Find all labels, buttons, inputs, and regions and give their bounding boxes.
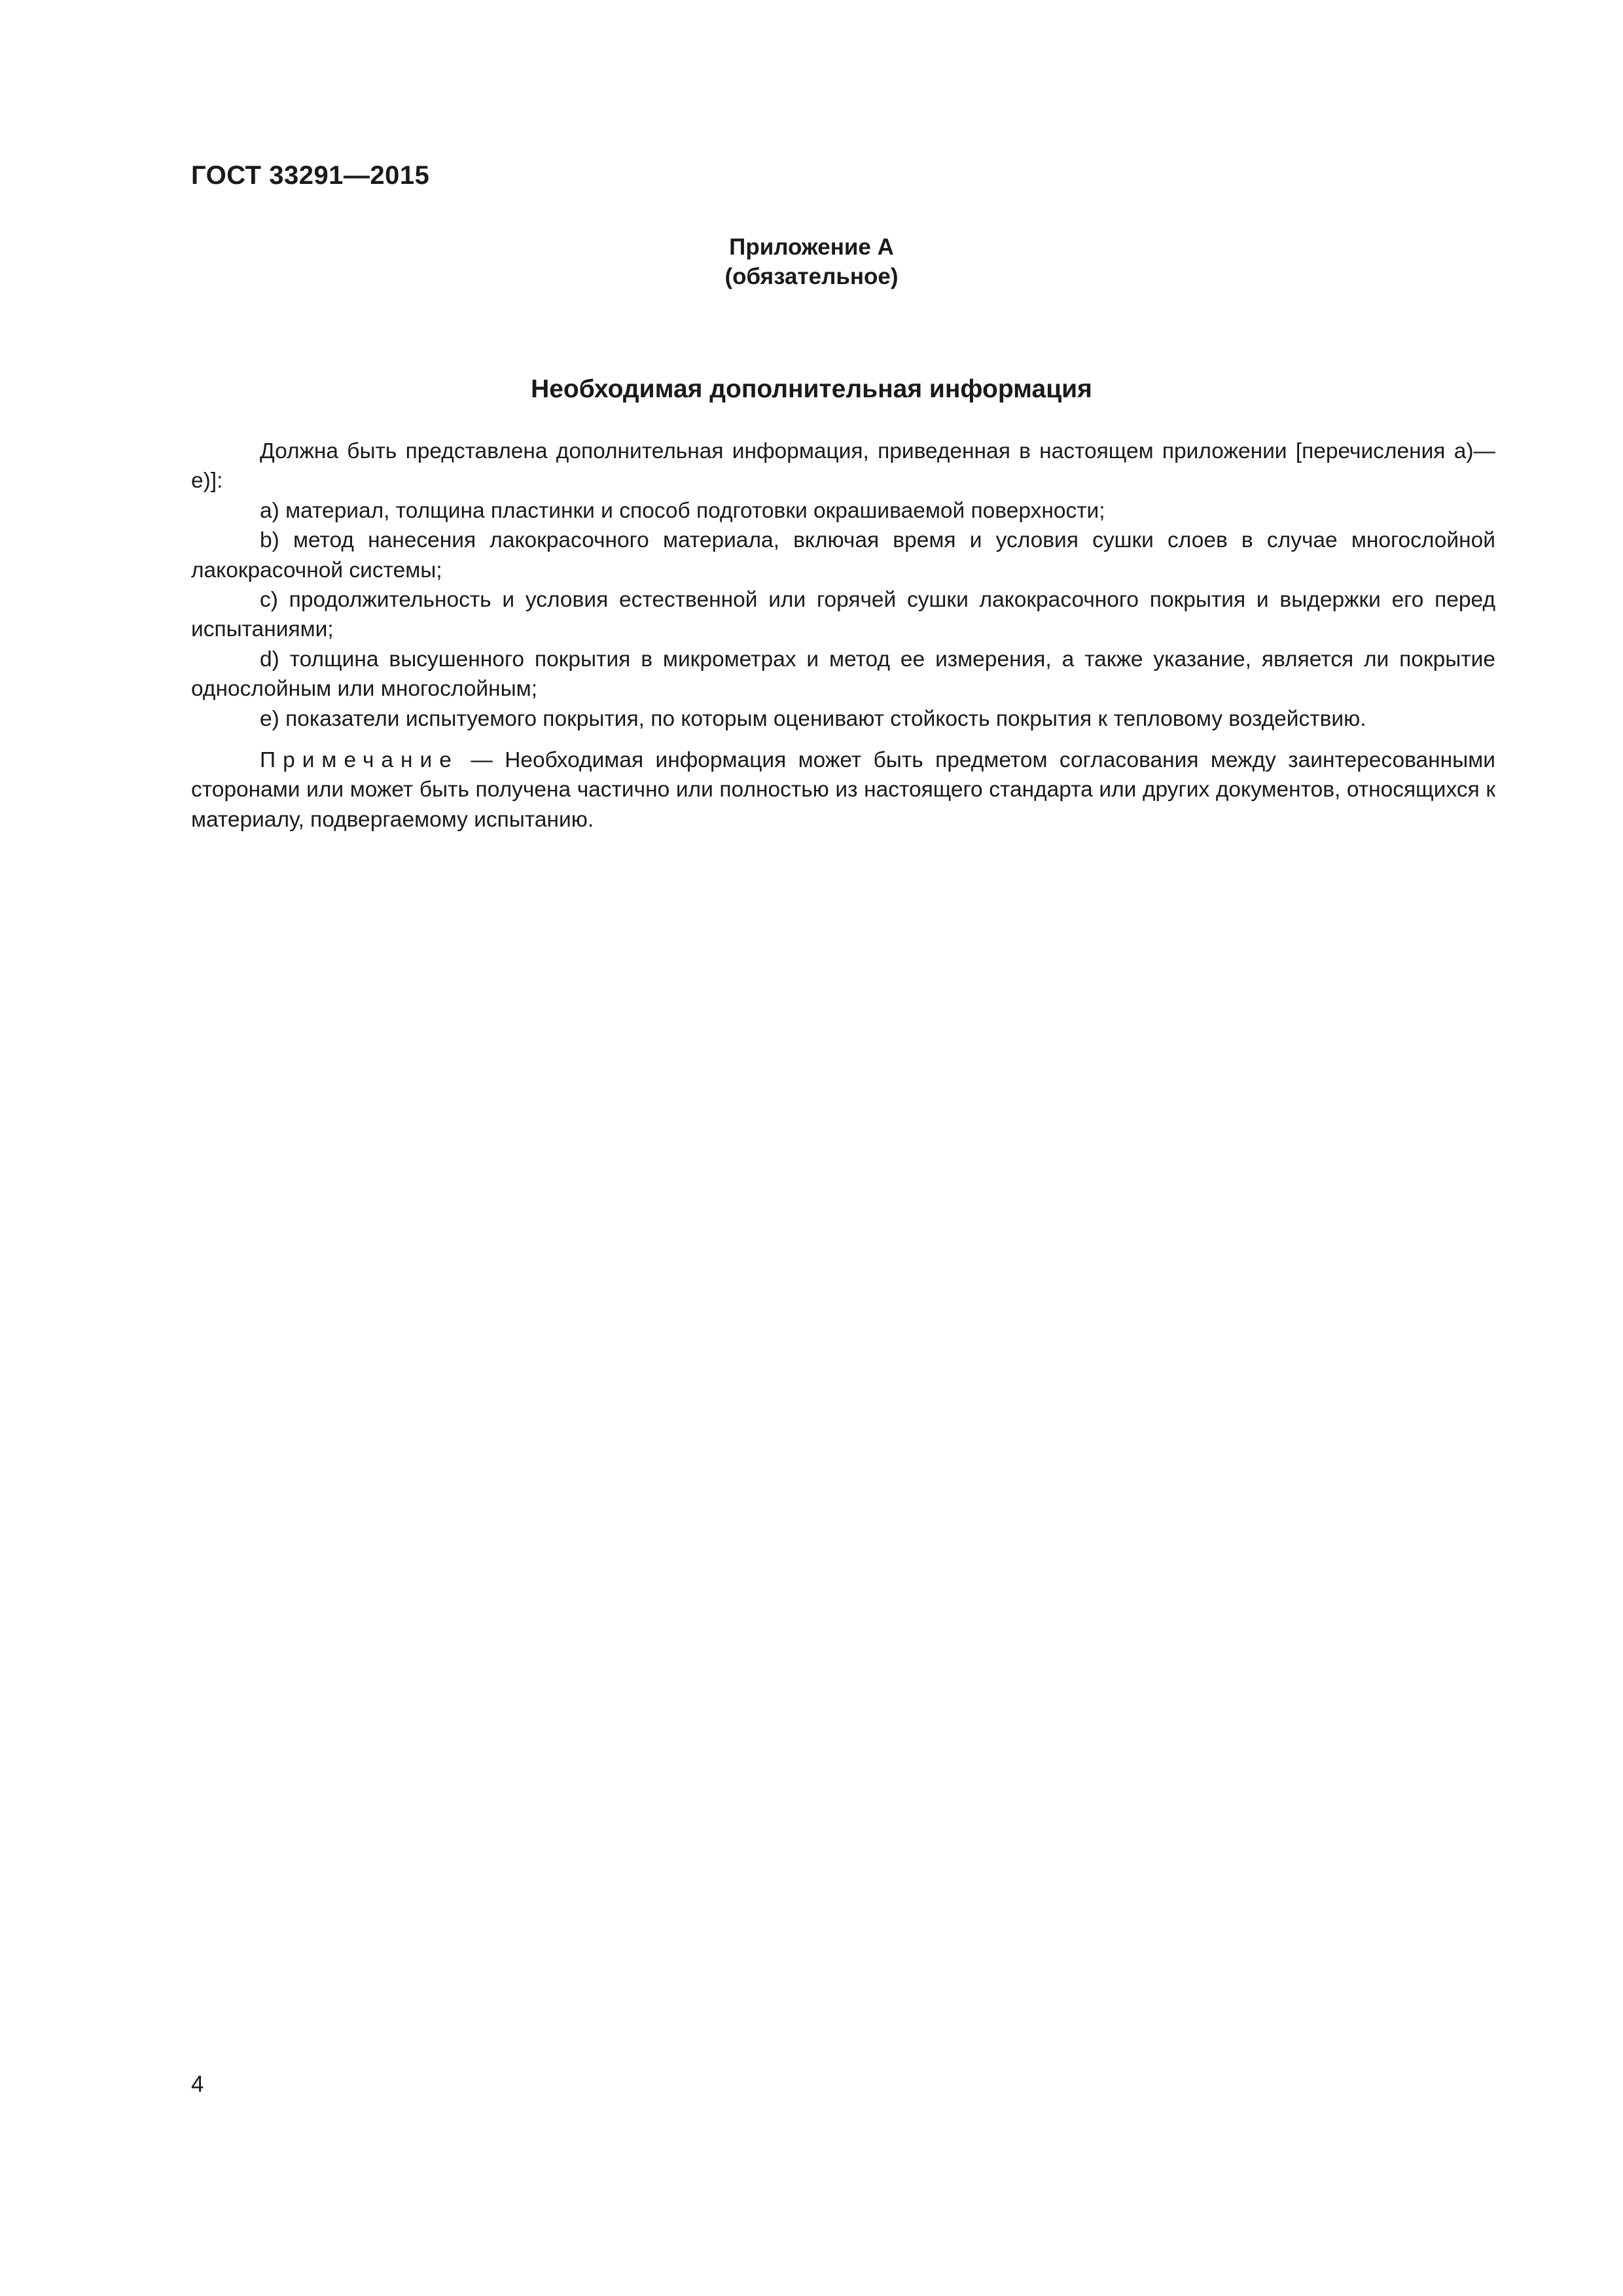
document-code: ГОСТ 33291—2015 (191, 161, 430, 190)
intro-paragraph: Должна быть представлена дополнительная информация, приведенная в настоящем приложении [перечисления а)—е)]: (191, 439, 1495, 493)
note-text: — Необходимая информация может быть предметом согласования между заинтересованными сторонами или может быть получена частично или полностью из настоящего стандарта или других документов, относящихся к материалу, подвергаемому испытанию. (191, 748, 1495, 832)
list-item: с) продолжительность и условия естественной или горячей сушки лакокрасочного покрытия и выдержки его перед испытаниями; (191, 588, 1495, 642)
appendix-title: Приложение А (729, 234, 894, 260)
section-title: Необходимая дополнительная информация (531, 375, 1092, 403)
page-number: 4 (191, 2072, 204, 2097)
list-item: а) материал, толщина пластинки и способ подготовки окрашиваемой поверхности; (260, 498, 1105, 523)
list-item: d) толщина высушенного покрытия в микрометрах и метод ее измерения, а также указание, является ли покрытие однослойным или многослойным; (191, 647, 1495, 702)
note-paragraph (191, 745, 1495, 834)
body-text (191, 437, 1495, 834)
appendix-status: (обязательное) (724, 264, 899, 289)
note-label: Примечание (260, 748, 459, 773)
appendix-heading (0, 232, 1623, 291)
list-item: е) показатели испытуемого покрытия, по которым оценивают стойкость покрытия к тепловому воздействию. (260, 706, 1366, 731)
list-item: b) метод нанесения лакокрасочного материала, включая время и условия сушки слоев в случае многослойной лакокрасочной системы; (191, 528, 1495, 583)
